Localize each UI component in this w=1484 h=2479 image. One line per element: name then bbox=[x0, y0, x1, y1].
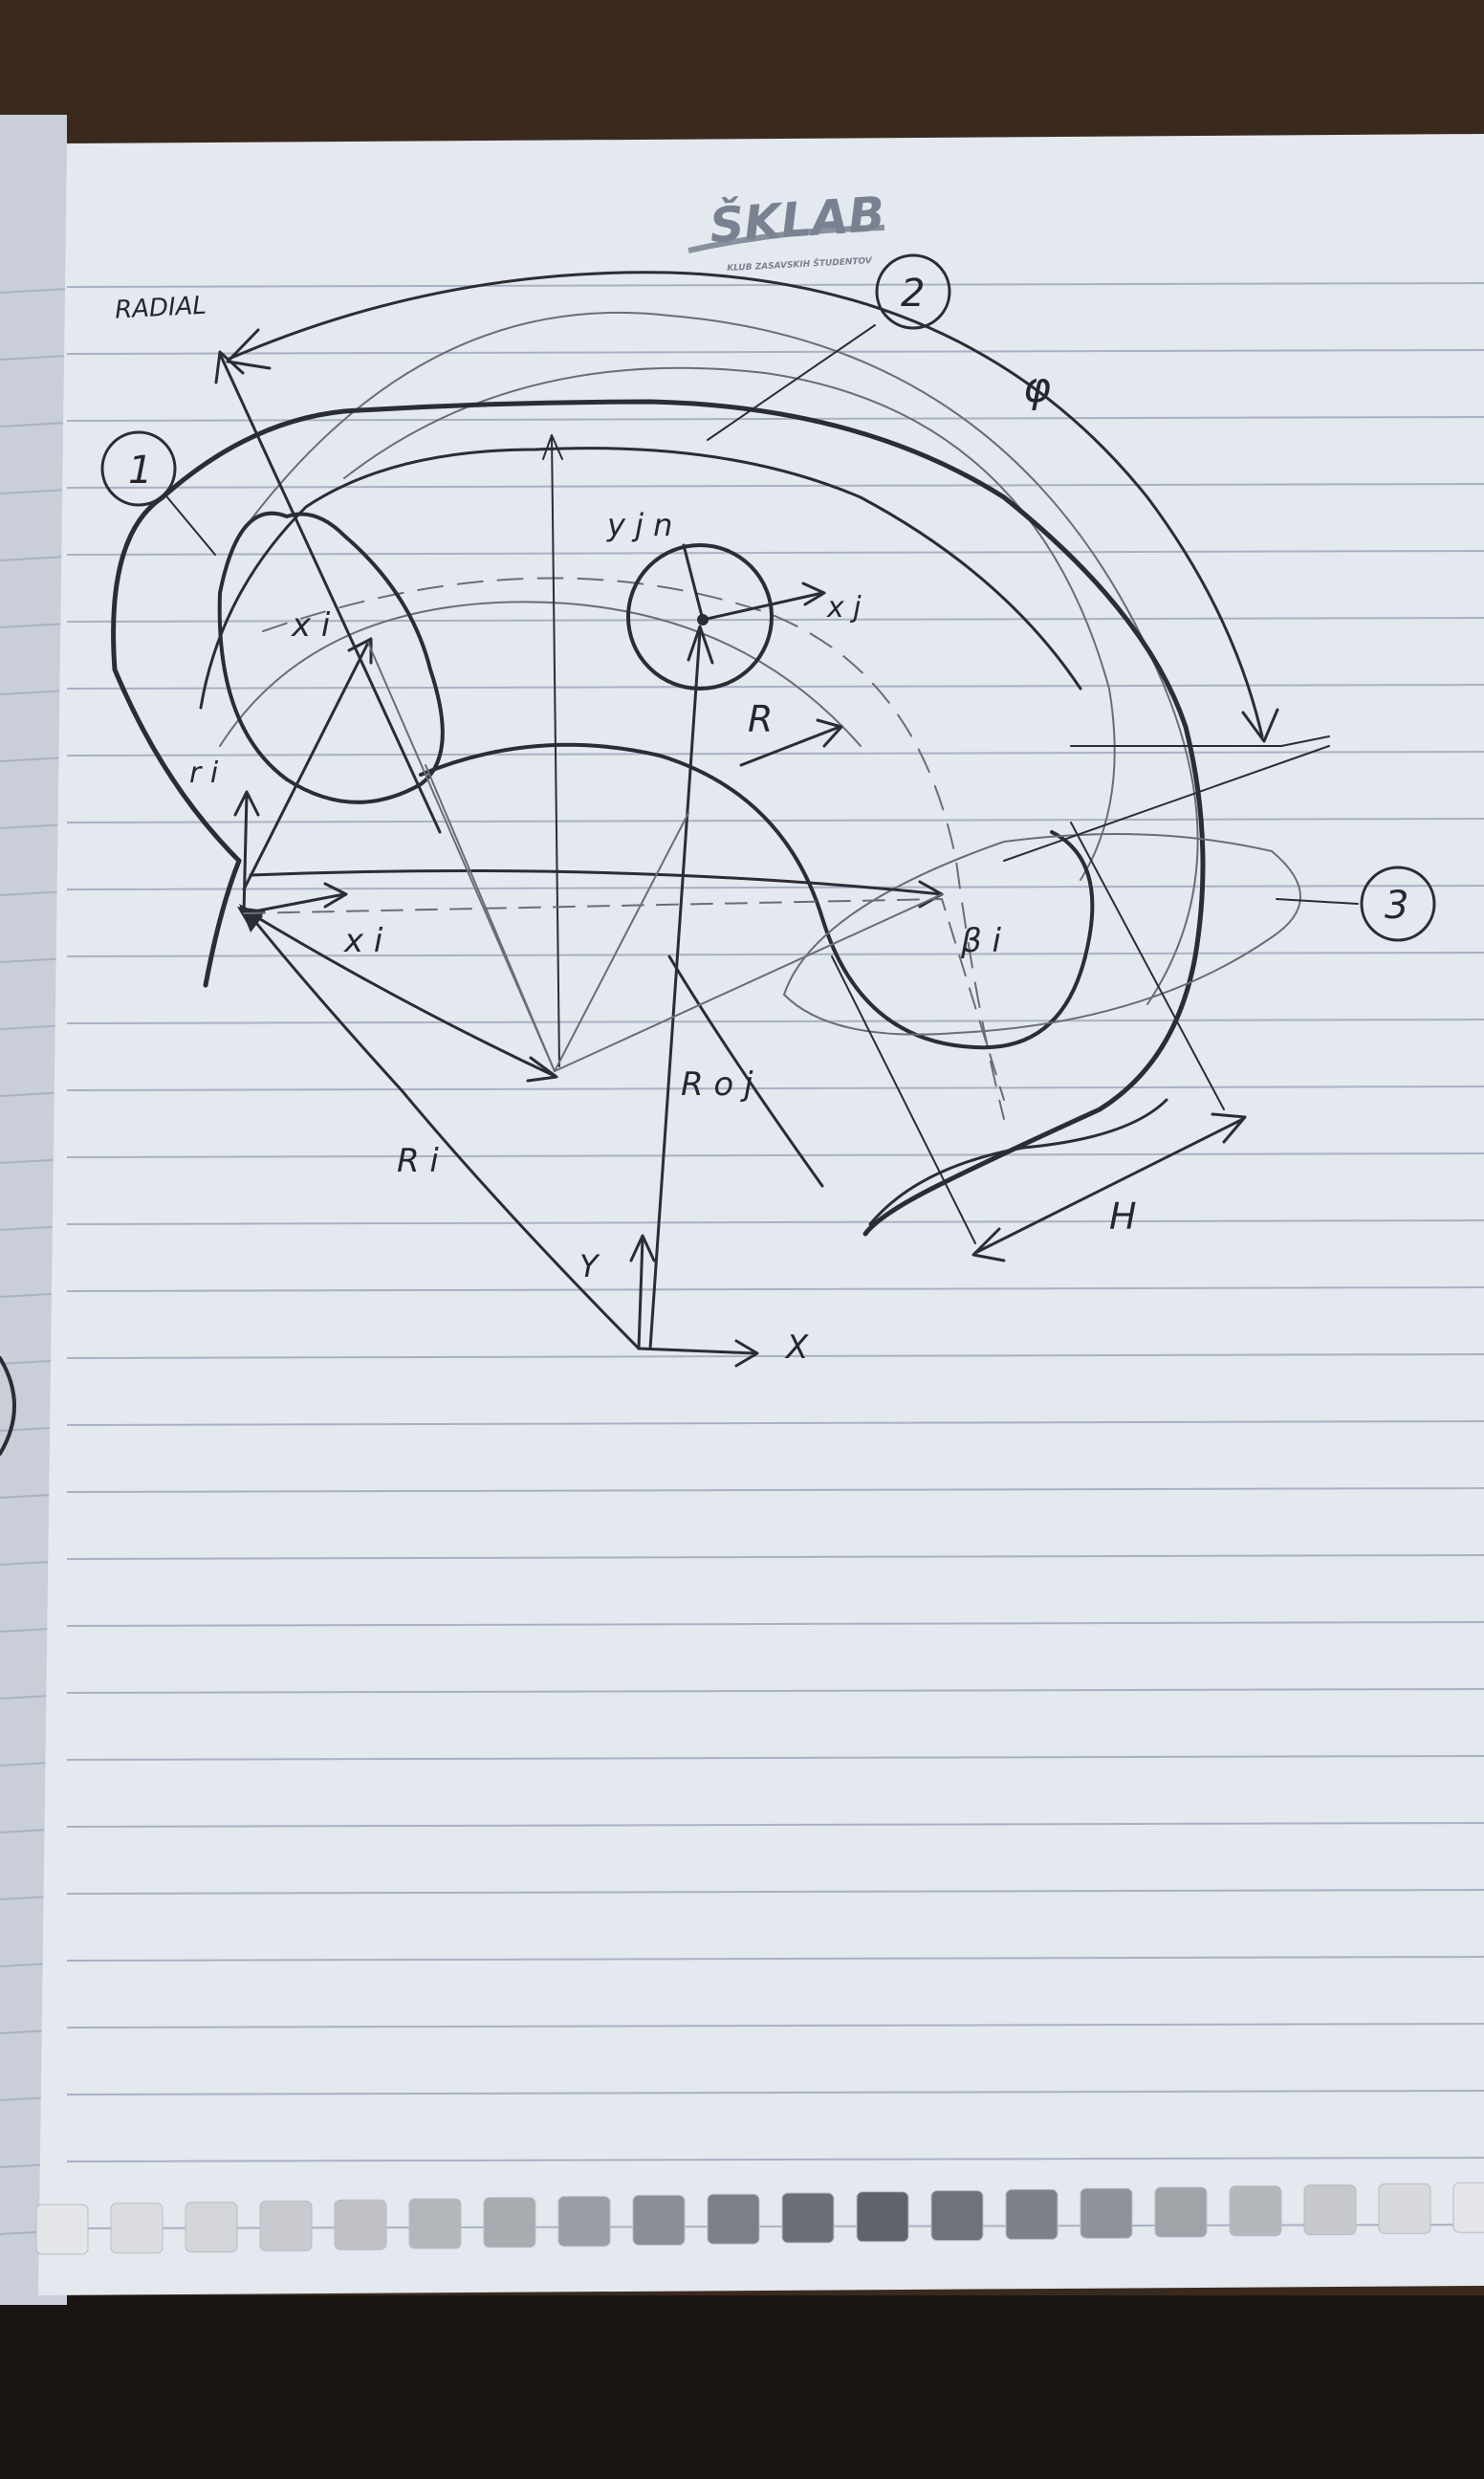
gray-swatch bbox=[36, 2205, 88, 2254]
gray-swatch bbox=[558, 2197, 610, 2247]
gray-swatch bbox=[1155, 2187, 1207, 2237]
label-xi-upper: x i bbox=[292, 606, 331, 645]
gray-swatch bbox=[782, 2193, 834, 2243]
gray-swatch bbox=[260, 2201, 312, 2250]
label-phi: φ bbox=[1023, 363, 1052, 412]
bottom-shadow bbox=[0, 2295, 1484, 2479]
gray-swatch bbox=[1230, 2186, 1281, 2236]
label-roj: R o j bbox=[681, 1065, 753, 1104]
gray-swatch bbox=[1304, 2185, 1356, 2235]
gray-swatch bbox=[111, 2204, 163, 2253]
label-circle-3-text: 3 bbox=[1385, 884, 1409, 928]
label-xj: x j bbox=[827, 591, 862, 625]
label-h: H bbox=[1109, 1196, 1137, 1238]
gray-swatch bbox=[1080, 2188, 1132, 2238]
label-yjn: y j n bbox=[607, 507, 673, 543]
label-circle-1-text: 1 bbox=[128, 449, 153, 493]
label-axis-y: Y bbox=[579, 1248, 599, 1284]
logo-tagline: KLUB ZASAVSKIH ŠTUDENTOV bbox=[726, 256, 873, 274]
gray-swatch bbox=[335, 2200, 386, 2249]
gray-swatch bbox=[484, 2198, 535, 2248]
gray-swatch bbox=[409, 2199, 461, 2249]
gray-swatch bbox=[857, 2192, 908, 2242]
logo-brand: ŠKLAB bbox=[708, 186, 887, 254]
gray-swatch bbox=[186, 2203, 237, 2252]
label-radial: RADIAL bbox=[114, 291, 207, 325]
gray-swatch bbox=[1379, 2183, 1430, 2233]
label-xi-lower: x i bbox=[344, 922, 383, 960]
gray-swatch bbox=[633, 2195, 685, 2245]
paper-sheet bbox=[38, 134, 1484, 2295]
label-circle-2-text: 2 bbox=[901, 272, 926, 316]
label-beta-i: β i bbox=[961, 922, 1001, 960]
label-ri-lower: R i bbox=[397, 1142, 439, 1180]
gray-swatch bbox=[708, 2194, 759, 2244]
label-axis-x: X bbox=[786, 1328, 809, 1367]
gray-swatch bbox=[931, 2191, 983, 2241]
label-ri-upper: r i bbox=[189, 757, 219, 790]
gray-swatch bbox=[1006, 2189, 1058, 2239]
label-r: R bbox=[748, 698, 774, 740]
gray-swatch bbox=[1453, 2183, 1484, 2232]
